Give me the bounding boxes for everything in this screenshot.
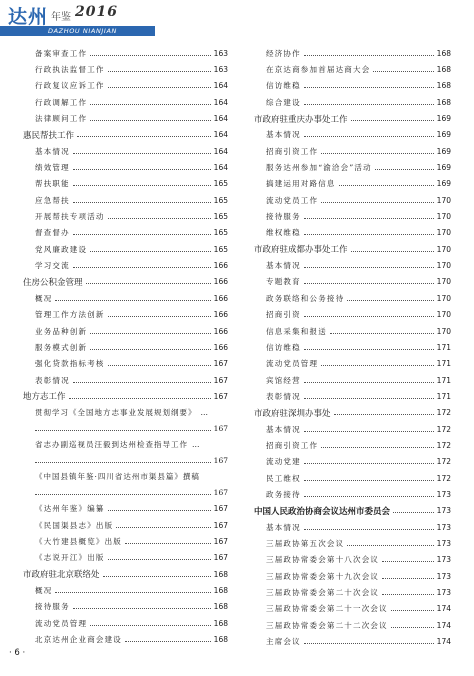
- toc-entry[interactable]: [23, 45, 228, 61]
- toc-entry-title: 学习交流: [35, 261, 70, 271]
- dot-leader: [304, 496, 434, 497]
- dot-leader: [382, 594, 434, 595]
- toc-entry[interactable]: [23, 437, 228, 469]
- toc-entry-page: 171: [436, 375, 451, 385]
- toc-entry-title: 表彰情况: [35, 375, 70, 385]
- page-number: · 6 ·: [9, 648, 26, 658]
- toc-entry-page: 168: [213, 634, 228, 644]
- toc-entry-page: 173: [436, 538, 451, 548]
- toc-entry[interactable]: [254, 535, 451, 551]
- dot-leader: [90, 104, 210, 105]
- toc-entry[interactable]: [254, 486, 451, 502]
- toc-entry-page: 167: [213, 504, 228, 514]
- toc-entry-title: 经济协作: [266, 48, 301, 58]
- dot-leader: [304, 104, 434, 105]
- toc-entry[interactable]: [23, 159, 228, 175]
- toc-section-heading[interactable]: [254, 503, 451, 519]
- toc-entry-title: 业务品种创新: [35, 326, 88, 336]
- toc-entry[interactable]: [23, 208, 228, 224]
- toc-entry[interactable]: [23, 323, 228, 339]
- toc-entry[interactable]: [254, 274, 451, 290]
- toc-entry[interactable]: [254, 437, 451, 453]
- toc-entry-page: 170: [436, 212, 451, 222]
- toc-entry[interactable]: [254, 601, 451, 617]
- toc-entry-page: 167: [213, 423, 228, 433]
- dot-leader: [108, 510, 211, 511]
- toc-entry-title: 流动党员工作: [266, 195, 319, 205]
- toc-entry[interactable]: [254, 192, 451, 208]
- dot-leader: [103, 576, 211, 577]
- toc-entry[interactable]: [23, 192, 228, 208]
- dot-leader: [304, 463, 434, 464]
- toc-entry-ellipsis: …: [192, 439, 201, 449]
- dot-leader: [73, 267, 211, 268]
- toc-entry-title: 搞建运用对路信息: [266, 179, 336, 189]
- toc-entry-page: 167: [213, 553, 228, 563]
- dot-leader: [90, 333, 210, 334]
- dot-leader: [108, 71, 211, 72]
- dot-leader: [73, 234, 211, 235]
- toc-entry-title: 市政府驻北京联络处: [23, 570, 100, 581]
- dot-leader: [351, 251, 434, 252]
- dot-leader: [90, 349, 210, 350]
- toc-entry[interactable]: [23, 94, 228, 110]
- toc-entry-page: 170: [436, 244, 451, 254]
- toc-section-heading[interactable]: [23, 274, 228, 290]
- toc-entry[interactable]: [254, 159, 451, 175]
- toc-entry-page: 171: [436, 391, 451, 401]
- dot-leader: [304, 382, 434, 383]
- toc-entry-page: 167: [213, 391, 228, 401]
- toc-entry[interactable]: [254, 225, 451, 241]
- dot-leader: [339, 185, 434, 186]
- toc-entry[interactable]: [254, 94, 451, 110]
- toc-entry[interactable]: [23, 582, 228, 598]
- dot-leader: [391, 610, 434, 611]
- toc-entry[interactable]: [254, 127, 451, 143]
- toc-section-heading[interactable]: [254, 110, 451, 126]
- toc-entry[interactable]: [254, 584, 451, 600]
- toc-entry-title: 招商引资工作: [266, 440, 319, 450]
- toc-entry-title: 绩效管理: [35, 163, 70, 173]
- dot-leader: [382, 578, 434, 579]
- toc-left-column: [23, 45, 228, 648]
- toc-entry[interactable]: [23, 550, 228, 566]
- toc-entry[interactable]: [23, 61, 228, 77]
- toc-entry-page: 170: [436, 228, 451, 238]
- toc-entry[interactable]: [254, 617, 451, 633]
- dot-leader: [330, 333, 434, 334]
- toc-entry-page: 168: [213, 618, 228, 628]
- toc-entry-title: 信息采集和报送: [266, 326, 327, 336]
- toc-entry-title: 三届政协常委会第二十次会议: [266, 588, 380, 598]
- toc-entry[interactable]: [23, 372, 228, 388]
- toc-entry-title: 表彰情况: [266, 391, 301, 401]
- toc-entry-title: 三届政协常委会第十九次会议: [266, 571, 380, 581]
- toc-entry-title: 在京达商参加首届达商大会: [266, 65, 371, 75]
- dot-leader: [304, 136, 434, 137]
- toc-entry-title: 民工维权: [266, 473, 301, 483]
- toc-entry-page: 168: [213, 585, 228, 595]
- toc-entry-title: 专题教育: [266, 277, 301, 287]
- dot-leader: [35, 494, 211, 495]
- toc-section-heading[interactable]: [23, 127, 228, 143]
- toc-entry[interactable]: [254, 372, 451, 388]
- toc-entry-title: 市政府驻重庆办事处工作: [254, 114, 348, 125]
- toc-entry-title: 惠民帮扶工作: [23, 130, 75, 141]
- toc-entry-page: 167: [213, 375, 228, 385]
- yearbook-title: 达州: [8, 6, 49, 28]
- toc-entry-page: 168: [213, 569, 228, 579]
- dot-leader: [35, 430, 211, 431]
- dot-leader: [304, 267, 434, 268]
- dot-leader: [55, 592, 210, 593]
- toc-entry-title: 政务接待: [266, 489, 301, 499]
- toc-entry-page: 165: [213, 228, 228, 238]
- dot-leader: [73, 608, 211, 609]
- dot-leader: [86, 283, 211, 284]
- toc-entry-title: 主席会议: [266, 637, 301, 647]
- toc-entry-page: 172: [436, 424, 451, 434]
- toc-entry-title: 概况: [35, 585, 53, 595]
- toc-entry-title: 督查督办: [35, 228, 70, 238]
- toc-entry-page: 170: [436, 310, 451, 320]
- toc-entry[interactable]: [23, 339, 228, 355]
- toc-entry[interactable]: [23, 241, 228, 257]
- toc-entry-page: 172: [436, 457, 451, 467]
- toc-entry-page: 166: [213, 326, 228, 336]
- toc-entry-title: 基本情况: [266, 261, 301, 271]
- toc-entry-page: 166: [213, 342, 228, 352]
- toc-entry[interactable]: [254, 143, 451, 159]
- toc-entry[interactable]: [254, 519, 451, 535]
- toc-entry-title: 维权维稳: [266, 228, 301, 238]
- toc-entry-page: 173: [436, 571, 451, 581]
- toc-entry-page: 168: [436, 65, 451, 75]
- toc-entry-page: 168: [436, 48, 451, 58]
- toc-entry-page: 170: [436, 261, 451, 271]
- toc-entry-title: 基本情况: [266, 130, 301, 140]
- toc-entry[interactable]: [23, 176, 228, 192]
- toc-entry-page: 164: [213, 130, 228, 140]
- dot-leader: [304, 218, 434, 219]
- toc-entry-title: 接待服务: [266, 212, 301, 222]
- yearbook-year: 2016: [75, 4, 118, 20]
- toc-entry-page: 163: [213, 65, 228, 75]
- toc-entry-page: 166: [213, 277, 228, 287]
- toc-entry[interactable]: [254, 290, 451, 306]
- toc-entry-page: 173: [436, 555, 451, 565]
- toc-section-heading[interactable]: [23, 388, 228, 404]
- dot-leader: [125, 641, 211, 642]
- dot-leader: [304, 529, 434, 530]
- toc-entry-title: 接待服务: [35, 602, 70, 612]
- dot-leader: [304, 431, 434, 432]
- toc-entry-page: 168: [213, 602, 228, 612]
- toc-entry-page: 166: [213, 261, 228, 271]
- dot-leader: [73, 153, 211, 154]
- toc-entry-title: 三届政协常委会第十八次会议: [266, 555, 380, 565]
- toc-entry-page: 163: [213, 48, 228, 58]
- toc-entry[interactable]: [23, 501, 228, 517]
- dot-leader: [125, 543, 211, 544]
- toc-entry-title: 强化贷款指标考核: [35, 359, 105, 369]
- toc-entry[interactable]: [254, 323, 451, 339]
- toc-entry-title: 行政调解工作: [35, 97, 88, 107]
- dot-leader: [391, 627, 434, 628]
- toc-entry[interactable]: [254, 552, 451, 568]
- dot-leader: [116, 527, 210, 528]
- toc-entry[interactable]: [254, 307, 451, 323]
- toc-entry[interactable]: [23, 290, 228, 306]
- toc-entry-title: 概况: [35, 293, 53, 303]
- dot-leader: [73, 382, 211, 383]
- toc-entry-title: 服务模式创新: [35, 342, 88, 352]
- toc-entry-title: 流动党建: [266, 457, 301, 467]
- toc-entry[interactable]: [254, 454, 451, 470]
- toc-entry[interactable]: [254, 208, 451, 224]
- dot-leader: [90, 625, 210, 626]
- toc-entry-title: 住房公积金管理: [23, 277, 83, 288]
- toc-entry-page: 174: [436, 604, 451, 614]
- toc-entry-page: 174: [436, 637, 451, 647]
- toc-entry[interactable]: [23, 356, 228, 372]
- toc-entry[interactable]: [254, 633, 451, 649]
- dot-leader: [73, 185, 211, 186]
- dot-leader: [304, 316, 434, 317]
- toc-entry[interactable]: [254, 568, 451, 584]
- toc-entry-page: 169: [436, 179, 451, 189]
- toc-entry-page: 171: [436, 342, 451, 352]
- dot-leader: [77, 136, 211, 137]
- toc-entry-page: 173: [436, 506, 451, 516]
- dot-leader: [108, 559, 211, 560]
- toc-entry[interactable]: [254, 61, 451, 77]
- toc-entry-title: 《达州年鉴》编纂: [35, 504, 105, 514]
- dot-leader: [69, 398, 211, 399]
- toc-entry-page: 169: [436, 163, 451, 173]
- toc-entry[interactable]: [23, 405, 228, 437]
- toc-entry-title: 基本情况: [266, 424, 301, 434]
- dot-leader: [304, 398, 434, 399]
- toc-entry-title: 管理工作方法创新: [35, 310, 105, 320]
- toc-entry-title: 政务联络和公务接待: [266, 293, 345, 303]
- dot-leader: [55, 300, 210, 301]
- toc-entry-page: 170: [436, 195, 451, 205]
- toc-entry-page: 173: [436, 489, 451, 499]
- running-header: [0, 0, 474, 40]
- toc-entry-page: 173: [436, 588, 451, 598]
- toc-entry-page: 165: [213, 179, 228, 189]
- dot-leader: [35, 462, 211, 463]
- toc-entry-title: 《民国渠县志》出版: [35, 520, 114, 530]
- dot-leader: [321, 202, 433, 203]
- toc-entry-page: 165: [213, 195, 228, 205]
- toc-entry-title: 流动党员管理: [35, 618, 88, 628]
- toc-entry-page: 166: [213, 293, 228, 303]
- dot-leader: [73, 202, 211, 203]
- dot-leader: [382, 561, 434, 562]
- toc-entry[interactable]: [254, 176, 451, 192]
- toc-entry-title: 三届政协常委会第二十一次会议: [266, 604, 388, 614]
- toc-entry[interactable]: [23, 631, 228, 647]
- dot-leader: [304, 480, 434, 481]
- toc-entry-title: 开展帮扶专项活动: [35, 212, 105, 222]
- toc-entry[interactable]: [254, 470, 451, 486]
- toc-entry-title: 党风廉政建设: [35, 244, 88, 254]
- toc-entry-title: 市政府驻成都办事处工作: [254, 245, 348, 256]
- dot-leader: [304, 349, 434, 350]
- toc-entry-page: 169: [436, 130, 451, 140]
- dot-leader: [90, 251, 210, 252]
- toc-entry-title: 北京达州企业商会建设: [35, 634, 122, 644]
- toc-entry-page: 174: [436, 620, 451, 630]
- dot-leader: [375, 169, 434, 170]
- toc-entry[interactable]: [23, 257, 228, 273]
- toc-entry-page: 170: [436, 326, 451, 336]
- toc-entry[interactable]: [254, 339, 451, 355]
- toc-entry-title: 帮扶职能: [35, 179, 70, 189]
- toc-entry-page: 169: [436, 146, 451, 156]
- toc-entry-title: 信访维稳: [266, 81, 301, 91]
- dot-leader: [347, 545, 433, 546]
- toc-section-heading[interactable]: [254, 405, 451, 421]
- toc-entry-title: 招商引资: [266, 310, 301, 320]
- toc-entry-title: 基本情况: [35, 146, 70, 156]
- yearbook-pinyin: DAZHOU NIANJIAN: [48, 27, 117, 35]
- toc-entry-page: 172: [436, 408, 451, 418]
- toc-entry-page: 167: [213, 487, 228, 497]
- toc-entry-page: 172: [436, 473, 451, 483]
- toc-entry-title: 招商引资工作: [266, 146, 319, 156]
- toc-entry-page: 167: [213, 536, 228, 546]
- toc-entry-title: 三届政协常委会第二十二次会议: [266, 620, 388, 630]
- toc-section-heading[interactable]: [23, 566, 228, 582]
- toc-entry-title: 《大竹建县概览》出版: [35, 536, 122, 546]
- toc-entry-title: 地方志工作: [23, 392, 66, 403]
- yearbook-subtitle: 年鉴: [51, 12, 71, 23]
- toc-entry-page: 164: [213, 97, 228, 107]
- toc-entry-page: 173: [436, 522, 451, 532]
- toc-entry[interactable]: [254, 45, 451, 61]
- dot-leader: [304, 283, 434, 284]
- toc-entry-page: 167: [213, 455, 228, 465]
- toc-entry-page: 164: [213, 114, 228, 124]
- toc-entry-title: 中国人民政治协商会议达州市委员会: [254, 506, 391, 517]
- dot-leader: [108, 87, 211, 88]
- toc-entry-title: 《中国县镇年鉴·四川省达州市渠县篇》撰稿: [35, 471, 200, 481]
- toc-right-column: [254, 45, 451, 650]
- toc-entry-title: 备案审查工作: [35, 48, 88, 58]
- toc-entry-title: 省志办副巡视员汪毅到达州检查指导工作: [35, 439, 188, 449]
- dot-leader: [373, 71, 433, 72]
- toc-entry-page: 164: [213, 81, 228, 91]
- dot-leader: [304, 643, 434, 644]
- toc-entry[interactable]: [254, 257, 451, 273]
- toc-entry-page: 164: [213, 163, 228, 173]
- toc-entry-title: 三届政协第五次会议: [266, 538, 345, 548]
- toc-entry-title: 市政府驻深圳办事处: [254, 408, 331, 419]
- toc-entry-page: 167: [213, 359, 228, 369]
- toc-entry-title: 法律顾问工作: [35, 114, 88, 124]
- dot-leader: [321, 153, 433, 154]
- toc-entry-title: 信访维稳: [266, 342, 301, 352]
- toc-entry-page: 171: [436, 359, 451, 369]
- dot-leader: [304, 234, 434, 235]
- toc-entry-page: 170: [436, 277, 451, 287]
- toc-entry[interactable]: [23, 469, 228, 501]
- toc-entry-page: 168: [436, 97, 451, 107]
- toc-entry[interactable]: [23, 599, 228, 615]
- dot-leader: [393, 512, 434, 513]
- dot-leader: [304, 55, 434, 56]
- toc-entry-page: 165: [213, 244, 228, 254]
- toc-entry[interactable]: [254, 388, 451, 404]
- dot-leader: [351, 120, 434, 121]
- dot-leader: [73, 169, 211, 170]
- toc-entry[interactable]: [23, 533, 228, 549]
- toc-entry-page: 167: [213, 520, 228, 530]
- toc-entry-title: 行政复议应诉工作: [35, 81, 105, 91]
- dot-leader: [90, 55, 210, 56]
- toc-entry-title: 宾馆经营: [266, 375, 301, 385]
- toc-entry[interactable]: [254, 78, 451, 94]
- toc-entry-title: 综合建设: [266, 97, 301, 107]
- toc-entry-title: 服务达州参加“渝洽会”活动: [266, 163, 372, 173]
- toc-entry-page: 165: [213, 212, 228, 222]
- toc-entry-page: 169: [436, 114, 451, 124]
- dot-leader: [347, 300, 433, 301]
- toc-entry-page: 170: [436, 293, 451, 303]
- toc-entry-page: 172: [436, 440, 451, 450]
- dot-leader: [108, 365, 211, 366]
- toc-entry-title: 应急帮扶: [35, 195, 70, 205]
- dot-leader: [321, 365, 433, 366]
- dot-leader: [334, 414, 434, 415]
- toc-entry-title: 流动党员管理: [266, 359, 319, 369]
- toc-entry[interactable]: [23, 517, 228, 533]
- toc-entry-page: 166: [213, 310, 228, 320]
- dot-leader: [90, 120, 210, 121]
- toc-entry-title: 行政执法监督工作: [35, 65, 105, 75]
- toc-entry[interactable]: [23, 110, 228, 126]
- toc-entry[interactable]: [254, 356, 451, 372]
- toc-entry-ellipsis: …: [200, 407, 209, 417]
- toc-entry-page: 168: [436, 81, 451, 91]
- toc-entry[interactable]: [23, 307, 228, 323]
- toc-entry[interactable]: [23, 225, 228, 241]
- toc-entry[interactable]: [254, 421, 451, 437]
- dot-leader: [304, 87, 434, 88]
- toc-entry[interactable]: [23, 615, 228, 631]
- toc-entry-page: 164: [213, 146, 228, 156]
- dot-leader: [108, 218, 211, 219]
- toc-section-heading[interactable]: [254, 241, 451, 257]
- dot-leader: [108, 316, 211, 317]
- toc-entry[interactable]: [23, 78, 228, 94]
- toc-entry-title: 基本情况: [266, 522, 301, 532]
- toc-entry-title: 贯彻学习《全国地方志事业发展规划纲要》: [35, 407, 197, 417]
- dot-leader: [321, 447, 433, 448]
- toc-entry[interactable]: [23, 143, 228, 159]
- toc-entry-title: 《志说开江》出版: [35, 553, 105, 563]
